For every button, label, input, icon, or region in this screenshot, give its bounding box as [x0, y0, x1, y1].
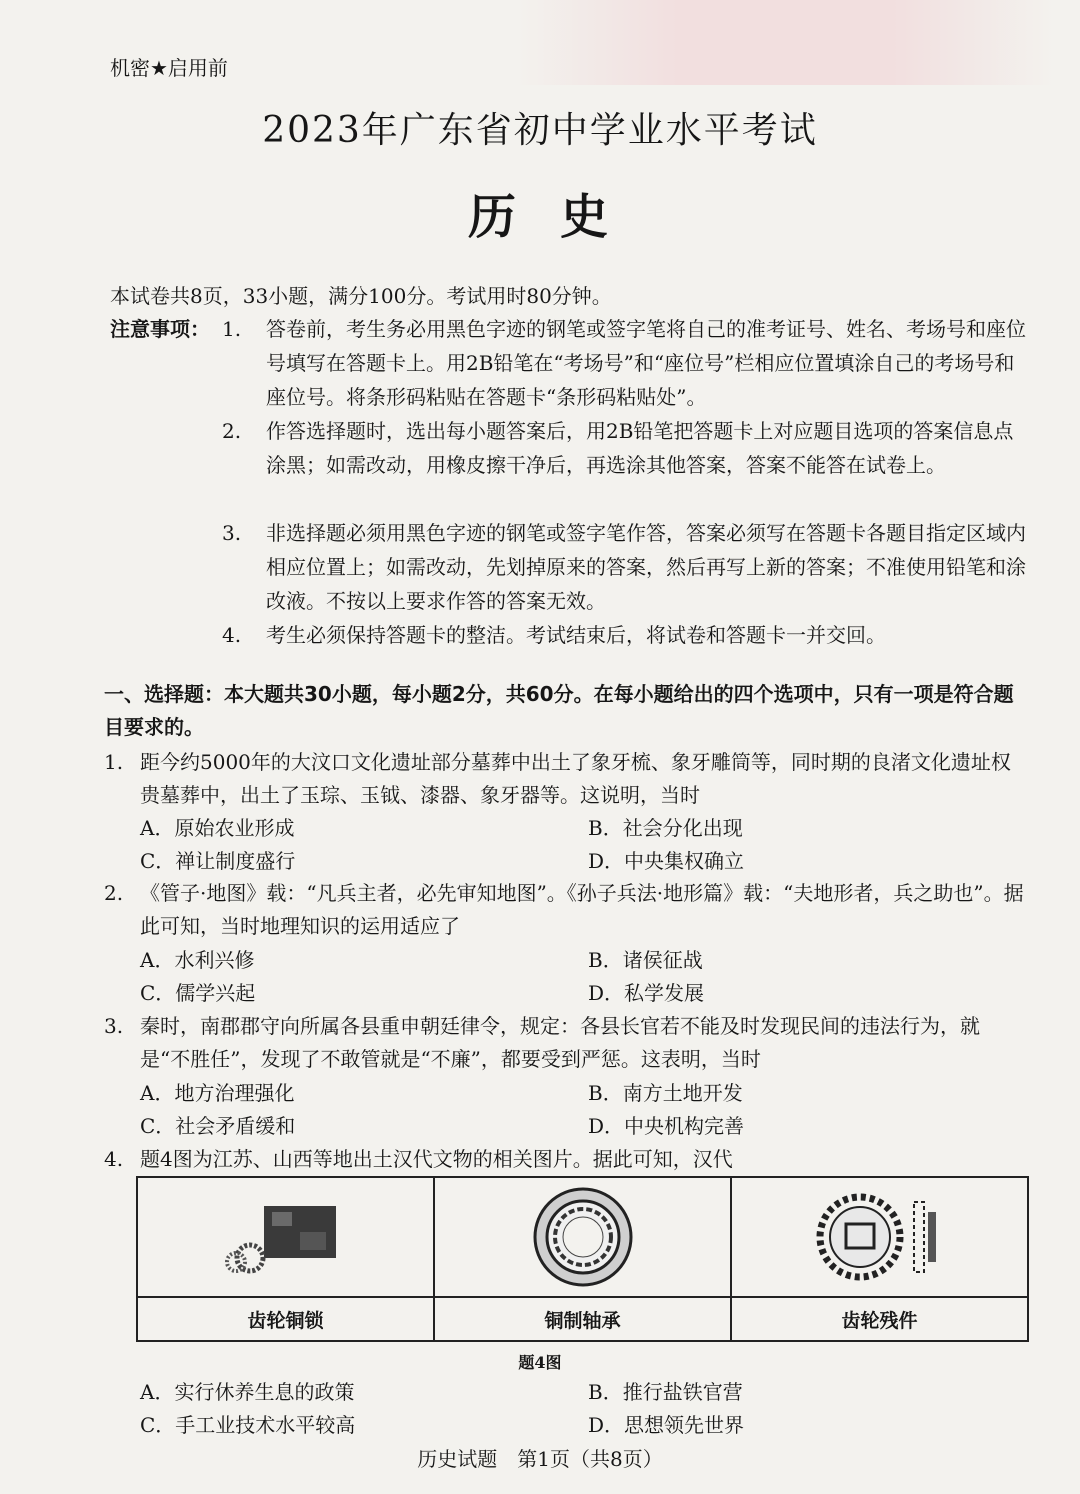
option-d: D．私学发展 [588, 981, 705, 1005]
option-a: A．水利兴修 [140, 948, 255, 972]
question-number: 2. [104, 881, 124, 905]
option-b: B．社会分化出现 [588, 816, 743, 840]
figure-cell [138, 1178, 435, 1340]
option-c: C．社会矛盾缓和 [140, 1114, 296, 1138]
question-1 [104, 746, 1029, 812]
option-b: B．南方土地开发 [588, 1081, 743, 1105]
option-d: D．中央集权确立 [588, 849, 745, 873]
question-stem: 距今约5000年的大汶口文化遗址部分墓葬中出土了象牙梳、象牙雕筒等，同时期的良渚文化遗址权贵墓葬中，出土了玉琮、玉钺、漆器、象牙器等。这说明，当时 [140, 750, 1011, 807]
option-c: C．禅让制度盛行 [140, 849, 296, 873]
figure-table [136, 1176, 1029, 1342]
page-footer: 历史试题 第1页（共8页） [417, 1447, 663, 1471]
gear-bronze-lock-image [138, 1178, 433, 1298]
option-c: C．手工业技术水平较高 [140, 1413, 356, 1437]
figure-title: 题4图 [518, 1353, 562, 1372]
question-4 [104, 1143, 1029, 1176]
option-d: D．中央机构完善 [588, 1114, 745, 1138]
question-stem: 秦时，南郡郡守向所属各县重申朝廷律令，规定：各县长官若不能及时发现民间的违法行为，就是“不胜任”，发现了不敢管就是“不廉”，都要受到严惩。这表明，当时 [140, 1014, 980, 1071]
figure-cell [732, 1178, 1027, 1340]
option-b: B．诸侯征战 [588, 948, 703, 972]
question-stem: 题4图为江苏、山西等地出土汉代文物的相关图片。据此可知，汉代 [140, 1147, 733, 1171]
option-d: D．思想领先世界 [588, 1413, 745, 1437]
subject-title: 历史 [467, 189, 652, 245]
gear-fragment-image [732, 1178, 1027, 1298]
note-number: 2. [222, 419, 242, 443]
note-text: 考生必须保持答题卡的整洁。考试结束后，将试卷和答题卡一并交回。 [266, 623, 886, 647]
note-number: 4. [222, 623, 242, 647]
bronze-bearing-image [435, 1178, 730, 1298]
figure-caption: 齿轮残件 [841, 1309, 918, 1332]
option-a: A．原始农业形成 [140, 816, 295, 840]
note-number: 3. [222, 521, 242, 545]
question-number: 4. [104, 1147, 124, 1171]
note-item [222, 414, 1030, 482]
pink-stamp-mark [515, 0, 1055, 85]
question-2 [104, 877, 1029, 943]
question-number: 3. [104, 1014, 124, 1038]
option-b: B．推行盐铁官营 [588, 1380, 743, 1404]
figure-caption: 铜制轴承 [544, 1309, 621, 1332]
exam-intro: 本试卷共8页，33小题，满分100分。考试用时80分钟。 [110, 284, 612, 308]
note-text: 答卷前，考生务必用黑色字迹的钢笔或签字笔将自己的准考证号、姓名、考场号和座位号填写在答题卡上。用2B铅笔在“考场号”和“座位号”栏相应位置填涂自己的考场号和座位号。将条形码粘贴在答题卡“条形码粘贴处”。 [266, 317, 1026, 409]
note-item [222, 618, 1030, 652]
option-a: A．实行休养生息的政策 [140, 1380, 355, 1404]
note-number: 1. [222, 317, 242, 341]
exam-title: 2023年广东省初中学业水平考试 [262, 110, 818, 151]
option-c: C．儒学兴起 [140, 981, 256, 1005]
question-3 [104, 1010, 1029, 1076]
option-a: A．地方治理强化 [140, 1081, 295, 1105]
note-text: 非选择题必须用黑色字迹的钢笔或签字笔作答，答案必须写在答题卡各题目指定区域内相应位置上；如需改动，先划掉原来的答案，然后再写上新的答案；不准使用铅笔和涂改液。不按以上要求作答的答案无效。 [266, 521, 1026, 613]
note-item [222, 516, 1030, 618]
note-item [222, 312, 1030, 414]
section-heading: 一、选择题：本大题共30小题，每小题2分，共60分。在每小题给出的四个选项中，只有一项是符合题目要求的。 [104, 682, 1014, 739]
confidential-label: 机密★启用前 [110, 56, 228, 80]
notes-label: 注意事项： [110, 317, 210, 341]
question-stem: 《管子·地图》载：“凡兵主者，必先审知地图”。《孙子兵法·地形篇》载：“夫地形者，兵之助也”。据此可知，当时地理知识的运用适应了 [140, 881, 1024, 938]
note-text: 作答选择题时，选出每小题答案后，用2B铅笔把答题卡上对应题目选项的答案信息点涂黑；如需改动，用橡皮擦干净后，再选涂其他答案，答案不能答在试卷上。 [266, 419, 1014, 477]
figure-caption: 齿轮铜锁 [247, 1309, 324, 1332]
figure-cell [435, 1178, 732, 1340]
question-number: 1. [104, 750, 124, 774]
